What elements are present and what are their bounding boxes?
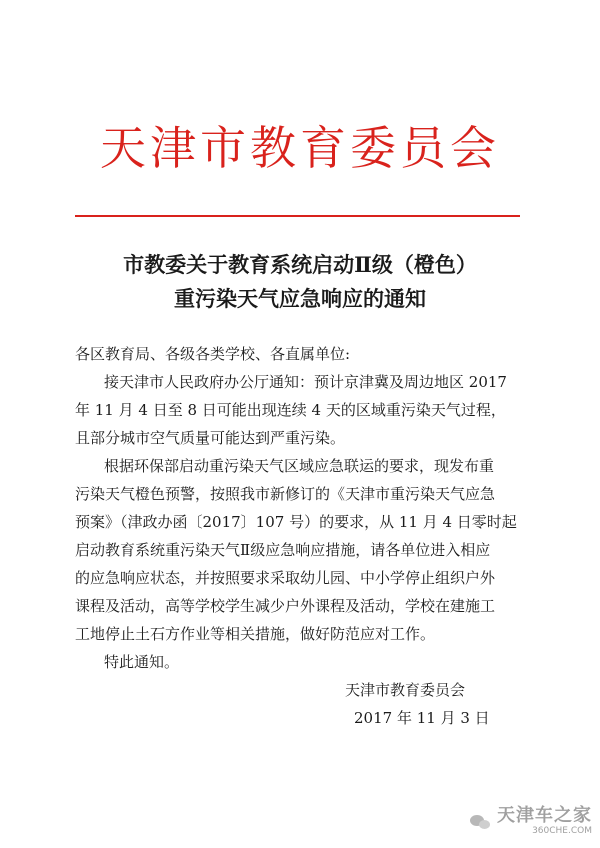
paragraph-2-line: 启动教育系统重污染天气Ⅱ级应急响应措施，请各单位进入相应	[75, 541, 491, 559]
watermark-site: 360CHE.COM	[532, 826, 592, 836]
red-divider-line	[75, 215, 520, 217]
wechat-icon	[470, 814, 492, 830]
letterhead: 天津市教育委员会	[100, 121, 500, 175]
notice-title-line-2: 重污染天气应急响应的通知	[174, 286, 426, 311]
source-watermark	[470, 807, 592, 836]
paragraph-2-line: 根据环保部启动重污染天气区域应急联运的要求，现发布重	[104, 457, 495, 475]
closing-remark: 特此通知。	[104, 653, 180, 671]
paragraph-1-line: 接天津市人民政府办公厅通知：预计京津冀及周边地区 2017	[104, 373, 507, 391]
signature-organization: 天津市教育委员会	[345, 681, 466, 699]
salutation: 各区教育局、各级各类学校、各直属单位:	[75, 345, 351, 363]
paragraph-1-line: 年 11 月 4 日至 8 日可能出现连续 4 天的区域重污染天气过程，	[75, 401, 506, 419]
paragraph-2-line: 工地停止土石方作业等相关措施，做好防范应对工作。	[75, 625, 436, 643]
notice-title-line-1: 市教委关于教育系统启动Ⅱ级（橙色）	[123, 252, 477, 277]
paragraph-2-line: 预案》（津政办函〔2017〕107 号）的要求，从 11 月 4 日零时起	[75, 513, 517, 531]
paragraph-2-line: 的应急响应状态，并按照要求采取幼儿园、中小学停止组织户外	[75, 569, 496, 587]
paragraph-2-line: 课程及活动，高等学校学生减少户外课程及活动，学校在建施工	[75, 597, 496, 615]
signature-date: 2017 年 11 月 3 日	[354, 709, 490, 727]
paragraph-2-line: 污染天气橙色预警，按照我市新修订的《天津市重污染天气应急	[75, 485, 496, 503]
paragraph-1-line: 且部分城市空气质量可能达到严重污染。	[75, 429, 346, 447]
watermark-brand: 天津车之家	[497, 805, 592, 826]
